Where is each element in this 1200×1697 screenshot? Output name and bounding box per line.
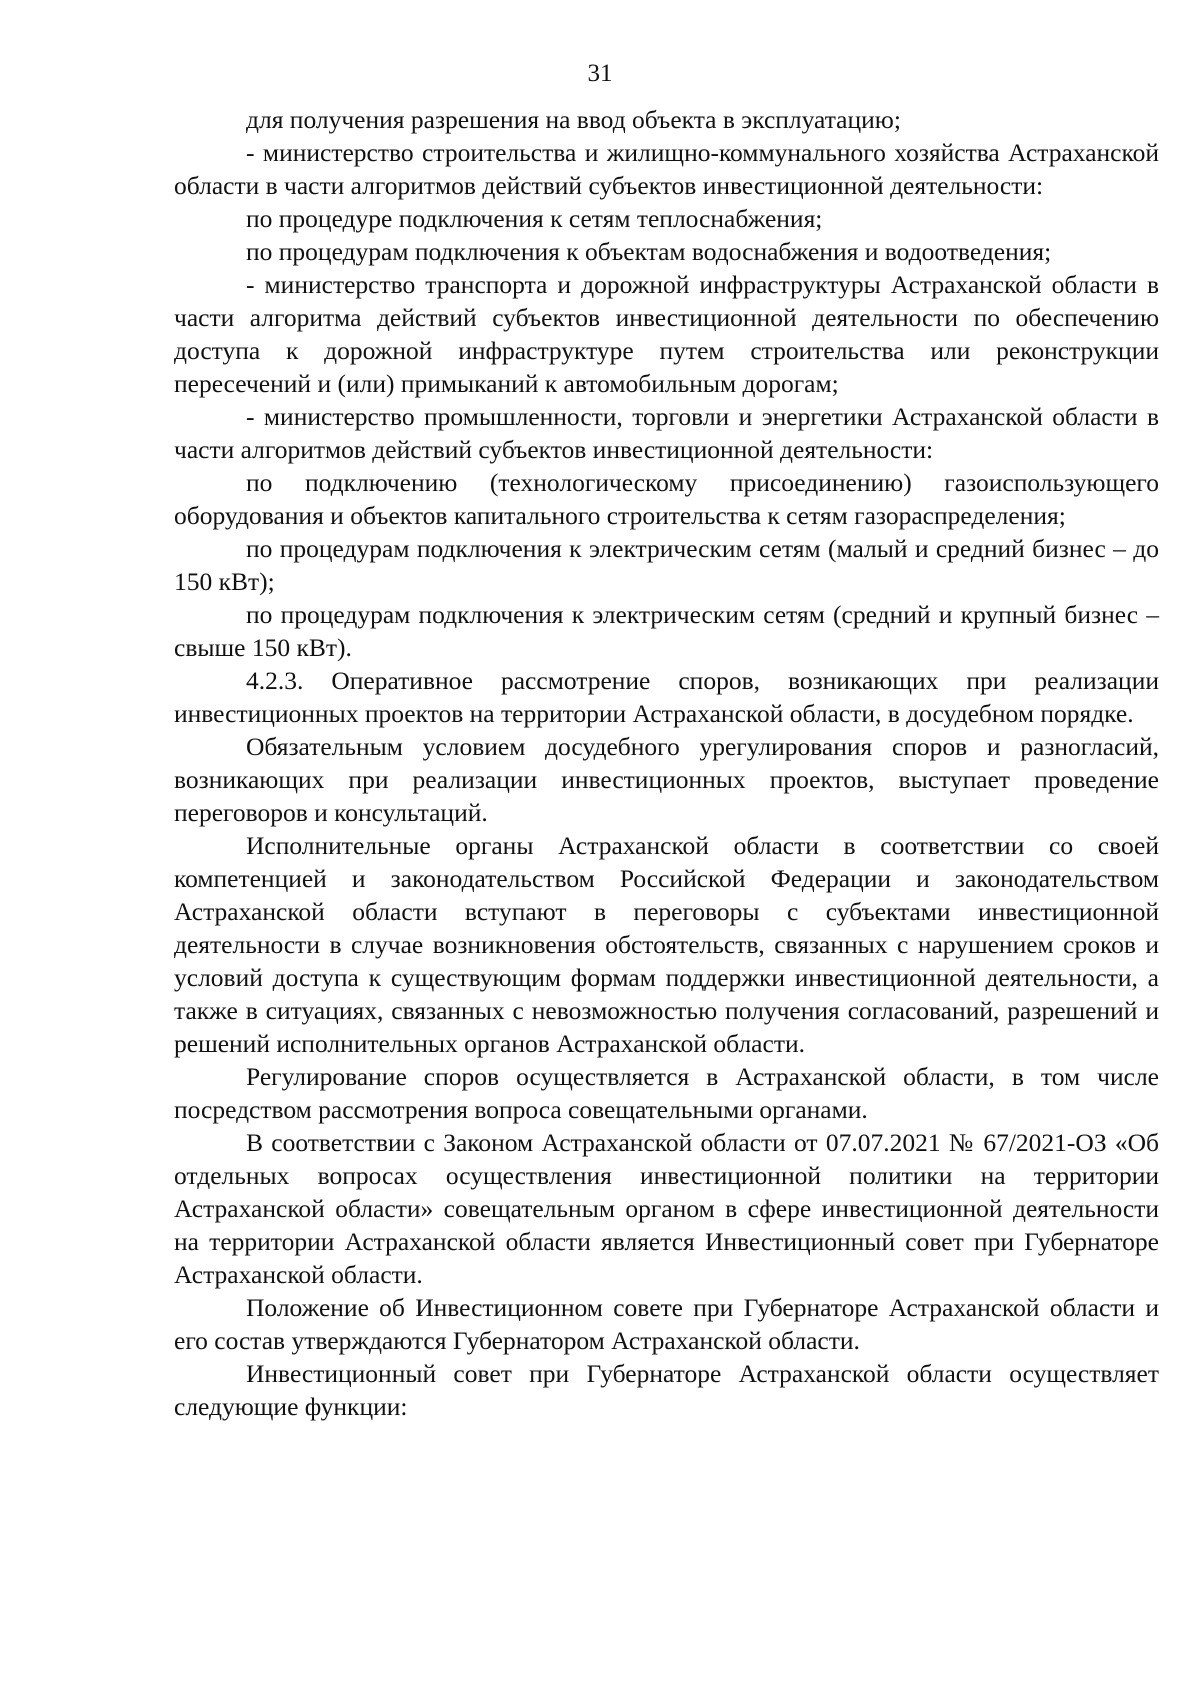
paragraph: - министерство промышленности, торговли и энергетики Астраханской области в части алгоритмов действий субъектов инвестиционной деятельности: <box>174 402 1159 464</box>
paragraph: - министерство транспорта и дорожной инфраструктуры Астраханской области в части алгоритма действий субъектов инвестиционной деятельности по обеспечению доступа к дорожной инфраструктуре путем строительства или реконструкции пересечений и (или) примыканий к автомобильным дорогам; <box>174 270 1159 398</box>
paragraph: по подключению (технологическому присоединению) газоиспользующего оборудования и объектов капитального строительства к сетям газораспределения; <box>174 468 1159 530</box>
paragraph: по процедурам подключения к электрическим сетям (малый и средний бизнес – до 150 кВт); <box>174 534 1159 596</box>
paragraph: по процедуре подключения к сетям теплоснабжения; <box>246 204 823 233</box>
paragraph: Регулирование споров осуществляется в Астраханской области, в том числе посредством рассмотрения вопроса совещательными органами. <box>174 1062 1159 1124</box>
document-body <box>174 103 1159 1423</box>
paragraph: Исполнительные органы Астраханской области в соответствии со своей компетенцией и законодательством Российской Федерации и законодательством Астраханской области вступают в переговоры с субъектами инвестиционной деятельности в случае возникновения обстоятельств, связанных с нарушением сроков и условий доступа к существующим формам поддержки инвестиционной деятельности, а также в ситуациях, связанных с невозможностью получения согласований, разрешений и решений исполнительных органов Астраханской области. <box>174 831 1159 1058</box>
paragraph: Положение об Инвестиционном совете при Губернаторе Астраханской области и его состав утверждаются Губернатором Астраханской области. <box>174 1293 1159 1355</box>
paragraph: по процедурам подключения к объектам водоснабжения и водоотведения; <box>246 237 1052 266</box>
paragraph: 4.2.3. Оперативное рассмотрение споров, возникающих при реализации инвестиционных проектов на территории Астраханской области, в досудебном порядке. <box>174 666 1159 728</box>
paragraph: Инвестиционный совет при Губернаторе Астраханской области осуществляет следующие функции: <box>174 1359 1159 1421</box>
page-number: 31 <box>587 60 613 87</box>
paragraph: - министерство строительства и жилищно-коммунального хозяйства Астраханской области в части алгоритмов действий субъектов инвестиционной деятельности: <box>174 138 1159 200</box>
paragraph: для получения разрешения на ввод объекта в эксплуатацию; <box>246 105 901 134</box>
paragraph: В соответствии с Законом Астраханской области от 07.07.2021 № 67/2021-ОЗ «Об отдельных вопросах осуществления инвестиционной политики на территории Астраханской области» совещательным органом в сфере инвестиционной деятельности на территории Астраханской области является Инвестиционный совет при Губернаторе Астраханской области. <box>174 1128 1159 1289</box>
paragraph: по процедурам подключения к электрическим сетям (средний и крупный бизнес – свыше 150 кВт). <box>174 600 1159 662</box>
paragraph: Обязательным условием досудебного урегулирования споров и разногласий, возникающих при реализации инвестиционных проектов, выступает проведение переговоров и консультаций. <box>174 732 1159 827</box>
